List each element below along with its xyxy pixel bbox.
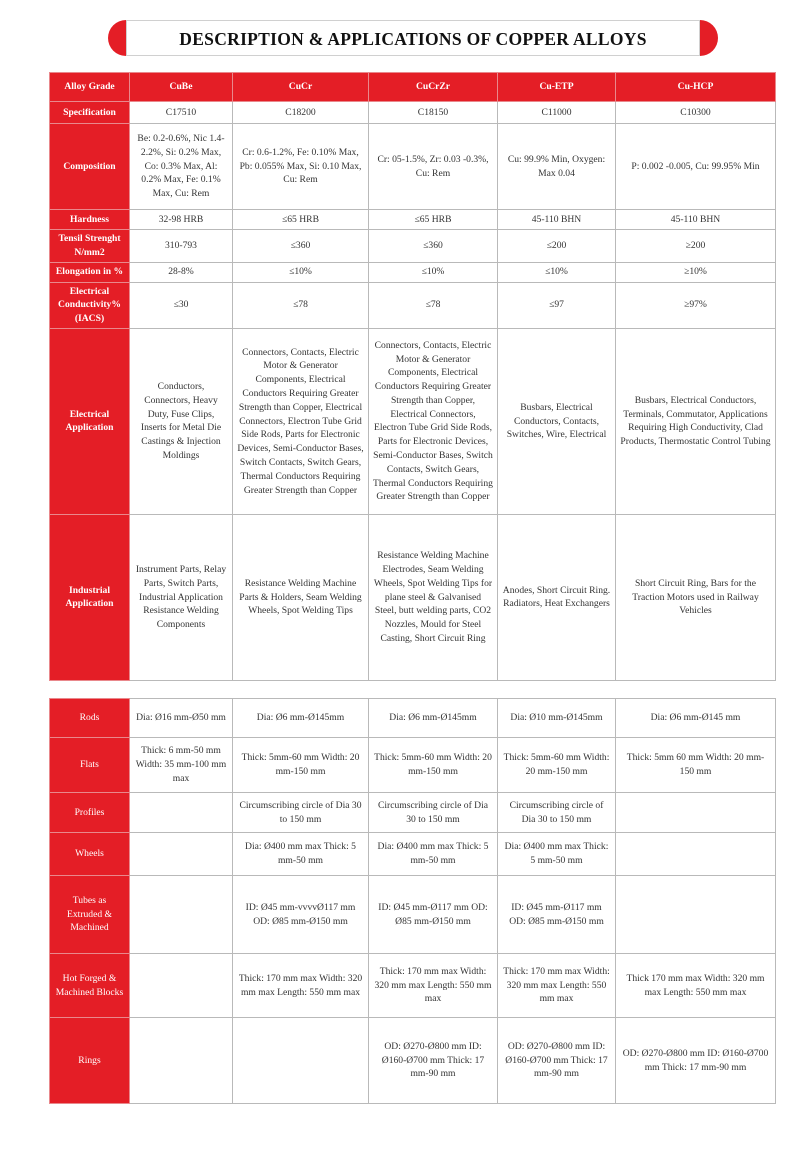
table-cell: ID: Ø45 mm-vvvvØ117 mm OD: Ø85 mm-Ø150 mm — [233, 876, 369, 954]
table-cell: Cr: 0.6-1.2%, Fe: 0.10% Max, Pb: 0.055% Max, Si: 0.10 Max, Cu: Rem — [233, 124, 369, 210]
row-label: Rings — [50, 1018, 130, 1104]
table-cell: C18150 — [369, 102, 498, 124]
table-row — [50, 954, 776, 1018]
table-cell — [130, 1018, 233, 1104]
table-cell: Thick: 5mm-60 mm Width: 20 mm-150 mm — [369, 738, 498, 793]
alloy-properties-table — [49, 72, 776, 681]
table-cell: C18200 — [233, 102, 369, 124]
table-cell: Thick: 170 mm max Width: 320 mm max Length: 550 mm max — [498, 954, 616, 1018]
table-cell: Dia: Ø16 mm-Ø50 mm — [130, 699, 233, 738]
table-cell: OD: Ø270-Ø800 mm ID: Ø160-Ø700 mm Thick: 17 mm-90 mm — [498, 1018, 616, 1104]
table-row — [50, 262, 776, 282]
table-cell: P: 0.002 -0.005, Cu: 99.95% Min — [616, 124, 776, 210]
row-label: Elongation in % — [50, 262, 130, 282]
page-title: DESCRIPTION & APPLICATIONS OF COPPER ALLOYS — [179, 29, 647, 49]
row-label: Wheels — [50, 833, 130, 876]
table-cell: ≤10% — [233, 262, 369, 282]
row-label: Profiles — [50, 793, 130, 833]
row-label: Hardness — [50, 210, 130, 230]
row-label: Tubes as Extruded & Machined — [50, 876, 130, 954]
row-label: Flats — [50, 738, 130, 793]
table-row — [50, 738, 776, 793]
table-cell: 32-98 HRB — [130, 210, 233, 230]
table-cell — [616, 793, 776, 833]
table-cell: ≤65 HRB — [233, 210, 369, 230]
table-cell: ≤78 — [369, 282, 498, 328]
grade-header: Cu-HCP — [616, 73, 776, 102]
table-cell: Be: 0.2-0.6%, Nic 1.4-2.2%, Si: 0.2% Max, Co: 0.3% Max, Al: 0.2% Max, Fe: 0.1% Max, Cu: Rem — [130, 124, 233, 210]
row-label: Rods — [50, 699, 130, 738]
row-label: Industrial Application — [50, 514, 130, 680]
table-cell: ≤360 — [369, 230, 498, 263]
table-row — [50, 210, 776, 230]
row-label: Composition — [50, 124, 130, 210]
table-row — [50, 876, 776, 954]
title-banner — [108, 20, 718, 56]
table-cell: ≤30 — [130, 282, 233, 328]
table-cell: ≤65 HRB — [369, 210, 498, 230]
table-cell: Dia: Ø6 mm-Ø145mm — [233, 699, 369, 738]
table-cell: Dia: Ø400 mm max Thick: 5 mm-50 mm — [233, 833, 369, 876]
row-label: Electrical Application — [50, 328, 130, 514]
row-label: Hot Forged & Machined Blocks — [50, 954, 130, 1018]
table-cell — [130, 954, 233, 1018]
table-cell: ≥10% — [616, 262, 776, 282]
table-cell: Instrument Parts, Relay Parts, Switch Parts, Industrial Application Resistance Welding Components — [130, 514, 233, 680]
row-label: Electrical Conductivity% (IACS) — [50, 282, 130, 328]
table-cell: C17510 — [130, 102, 233, 124]
table-cell: 45-110 BHN — [498, 210, 616, 230]
table-cell: ≤360 — [233, 230, 369, 263]
grade-header: CuCrZr — [369, 73, 498, 102]
table-cell — [616, 833, 776, 876]
table-cell: ≥200 — [616, 230, 776, 263]
table-cell: Busbars, Electrical Conductors, Contacts, Switches, Wire, Electrical — [498, 328, 616, 514]
table-cell: Connectors, Contacts, Electric Motor & Generator Components, Electrical Conductors Requiring Greater Strength than Copper, Electrical Connectors, Electron Tube Grid Side Rods, Parts for Electronic Devices, Semi-Conductor Bases, Switch Contacts, Switch Gears, Thermal Conductors Requiring Greater Strength than Copper — [369, 328, 498, 514]
row-label: Tensil Strenght N/mm2 — [50, 230, 130, 263]
table-cell — [233, 1018, 369, 1104]
table-cell: Circumscribing circle of Dia 30 to 150 mm — [498, 793, 616, 833]
table-row — [50, 102, 776, 124]
table-cell — [130, 833, 233, 876]
table-cell: 45-110 BHN — [616, 210, 776, 230]
table-cell: Dia: Ø400 mm max Thick: 5 mm-50 mm — [369, 833, 498, 876]
table-cell: ≤10% — [498, 262, 616, 282]
table-cell: ID: Ø45 mm-Ø117 mm OD: Ø85 mm-Ø150 mm — [498, 876, 616, 954]
row-label: Specification — [50, 102, 130, 124]
table-cell: Conductors, Connectors, Heavy Duty, Fuse Clips, Inserts for Metal Die Castings & Injection Moldings — [130, 328, 233, 514]
table-cell: C10300 — [616, 102, 776, 124]
table-row — [50, 230, 776, 263]
table-cell: Cr: 05-1.5%, Zr: 0.03 -0.3%, Cu: Rem — [369, 124, 498, 210]
table-cell — [130, 793, 233, 833]
table-cell: Thick: 5mm 60 mm Width: 20 mm- 150 mm — [616, 738, 776, 793]
table-cell: Busbars, Electrical Conductors, Terminals, Commutator, Applications Requiring High Conductivity, Clad Products, Thermostatic Control Tubing — [616, 328, 776, 514]
grade-header: CuCr — [233, 73, 369, 102]
table-cell: Thick 170 mm max Width: 320 mm max Length: 550 mm max — [616, 954, 776, 1018]
table-cell: ≤97 — [498, 282, 616, 328]
grade-header: CuBe — [130, 73, 233, 102]
table-row — [50, 282, 776, 328]
table-cell: Short Circuit Ring, Bars for the Traction Motors used in Railway Vehicles — [616, 514, 776, 680]
grade-header: Cu-ETP — [498, 73, 616, 102]
table-cell: Circumscribing circle of Dia 30 to 150 mm — [369, 793, 498, 833]
table-cell: Cu: 99.9% Min, Oxygen: Max 0.04 — [498, 124, 616, 210]
table-cell: 310-793 — [130, 230, 233, 263]
table-cell: 28-8% — [130, 262, 233, 282]
table-row — [50, 699, 776, 738]
table-cell: ≤10% — [369, 262, 498, 282]
table-row — [50, 514, 776, 680]
table-row — [50, 793, 776, 833]
table-cell: C11000 — [498, 102, 616, 124]
table-cell: Thick: 5mm-60 mm Width: 20 mm-150 mm — [498, 738, 616, 793]
table-cell: Resistance Welding Machine Parts & Holders, Seam Welding Wheels, Spot Welding Tips — [233, 514, 369, 680]
table-cell — [130, 876, 233, 954]
table-cell: Dia: Ø6 mm-Ø145mm — [369, 699, 498, 738]
table-cell: OD: Ø270-Ø800 mm ID: Ø160-Ø700 mm Thick: 17 mm-90 mm — [369, 1018, 498, 1104]
table-cell: Circumscribing circle of Dia 30 to 150 mm — [233, 793, 369, 833]
table-row — [50, 1018, 776, 1104]
table-cell: OD: Ø270-Ø800 mm ID: Ø160-Ø700 mm Thick: 17 mm-90 mm — [616, 1018, 776, 1104]
table-cell: Thick: 6 mm-50 mm Width: 35 mm-100 mm max — [130, 738, 233, 793]
alloy-grade-header: Alloy Grade — [50, 73, 130, 102]
table-cell: ≤200 — [498, 230, 616, 263]
table-row — [50, 124, 776, 210]
table-cell: Dia: Ø400 mm max Thick: 5 mm-50 mm — [498, 833, 616, 876]
table-cell: Dia: Ø6 mm-Ø145 mm — [616, 699, 776, 738]
table-cell: ≤78 — [233, 282, 369, 328]
table-cell: ID: Ø45 mm-Ø117 mm OD: Ø85 mm-Ø150 mm — [369, 876, 498, 954]
table-cell: Thick: 5mm-60 mm Width: 20 mm-150 mm — [233, 738, 369, 793]
table-cell: Dia: Ø10 mm-Ø145mm — [498, 699, 616, 738]
table-cell: Thick: 170 mm max Width: 320 mm max Length: 550 mm max — [233, 954, 369, 1018]
table-cell: Connectors, Contacts, Electric Motor & Generator Components, Electrical Conductors Requiring Greater Strength than Copper, Electrical Connectors, Electron Tube Grid Side Rods, Parts for Electronic Devices, Semi-Conductor Bases, Switch Contacts, Switch Gears, Thermal Conductors Requiring Greater Strength than Copper — [233, 328, 369, 514]
table-cell: Resistance Welding Machine Electrodes, Seam Welding Wheels, Spot Welding Tips for plane steel & Galvanised Steel, butt welding parts, CO2 Nozzles, Mould for Steel Casting, Short Circuit Ring — [369, 514, 498, 680]
table-cell: ≥97% — [616, 282, 776, 328]
table-cell — [616, 876, 776, 954]
table-row — [50, 328, 776, 514]
table-cell: Anodes, Short Circuit Ring. Radiators, Heat Exchangers — [498, 514, 616, 680]
table-row — [50, 833, 776, 876]
product-forms-table — [49, 698, 776, 1104]
table-cell: Thick: 170 mm max Width: 320 mm max Length: 550 mm max — [369, 954, 498, 1018]
